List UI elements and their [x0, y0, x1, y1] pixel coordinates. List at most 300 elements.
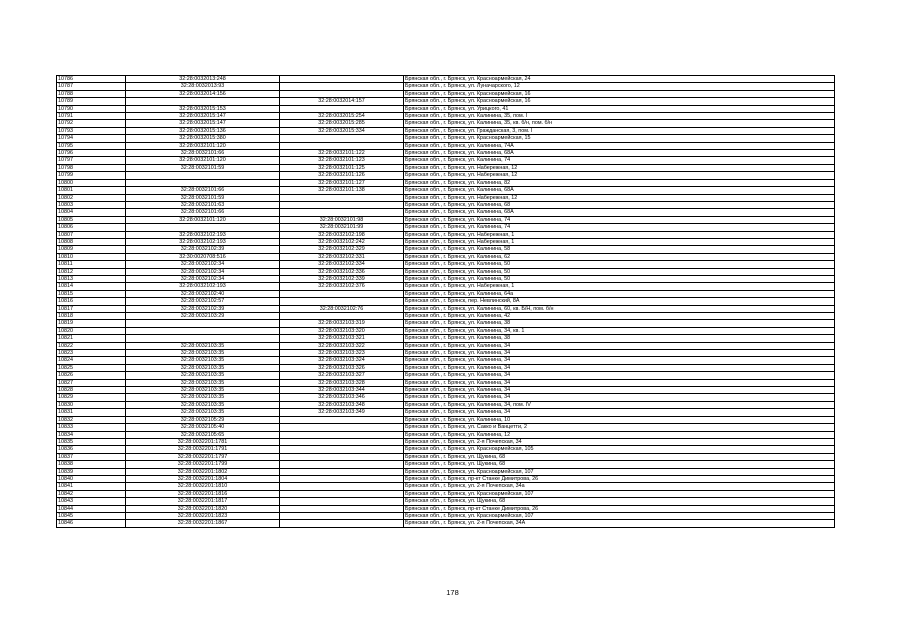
row-number-cell: 10839 [57, 468, 126, 475]
table-row [57, 238, 835, 245]
cadastral-number-cell [126, 179, 280, 186]
cadastral-number-2-cell: 32:28:0032103:319 [280, 320, 404, 327]
address-cell: Брянская обл., г. Брянск, ул. 2-я Почепская, 34а [404, 483, 835, 490]
address-cell: Брянская обл., г. Брянск, ул. Калинина, 74 [404, 224, 835, 231]
cadastral-number-cell: 32:28:0032101:59 [126, 194, 280, 201]
cadastral-number-2-cell: 32:28:0032103:348 [280, 401, 404, 408]
table-row [57, 246, 835, 253]
cadastral-number-cell: 32:28:0032105:40 [126, 424, 280, 431]
row-number-cell: 10809 [57, 246, 126, 253]
table-row [57, 261, 835, 268]
cadastral-number-cell: 32:28:0032201:1781 [126, 438, 280, 445]
cadastral-number-2-cell [280, 461, 404, 468]
address-cell: Брянская обл., г. Брянск, ул. Калинина, 38 [404, 335, 835, 342]
cadastral-number-cell: 32:28:0032102:39 [126, 305, 280, 312]
table-row [57, 372, 835, 379]
cadastral-number-2-cell: 32:28:0032102:339 [280, 275, 404, 282]
table-row [57, 83, 835, 90]
table-row [57, 483, 835, 490]
cadastral-number-2-cell [280, 194, 404, 201]
row-number-cell: 10822 [57, 342, 126, 349]
table-row [57, 76, 835, 83]
address-cell: Брянская обл., г. Брянск, ул. Калинина, 38 [404, 320, 835, 327]
cadastral-number-2-cell: 32:28:0032101:125 [280, 164, 404, 171]
row-number-cell: 10823 [57, 350, 126, 357]
address-cell: Брянская обл., г. Брянск, ул. Калинина, 10 [404, 416, 835, 423]
cadastral-number-2-cell [280, 105, 404, 112]
address-cell: Брянская обл., г. Брянск, ул. Красноармейская, 16 [404, 90, 835, 97]
row-number-cell: 10840 [57, 475, 126, 482]
address-cell: Брянская обл., г. Брянск, ул. Калинина, 68А [404, 187, 835, 194]
cadastral-number-2-cell [280, 290, 404, 297]
table-row [57, 490, 835, 497]
address-cell: Брянская обл., г. Брянск, ул. Красноармейская, 15 [404, 135, 835, 142]
table-row [57, 357, 835, 364]
address-cell: Брянская обл., г. Брянск, ул. Калинина, 68 [404, 201, 835, 208]
cadastral-number-2-cell: 32:28:0032015:285 [280, 120, 404, 127]
row-number-cell: 10827 [57, 379, 126, 386]
row-number-cell: 10843 [57, 498, 126, 505]
row-number-cell: 10788 [57, 90, 126, 97]
cadastral-number-2-cell [280, 512, 404, 519]
row-number-cell: 10800 [57, 179, 126, 186]
row-number-cell: 10813 [57, 275, 126, 282]
cadastral-number-2-cell: 32:28:0032101:123 [280, 157, 404, 164]
cadastral-number-2-cell [280, 520, 404, 527]
cadastral-number-cell: 32:28:0032103:35 [126, 350, 280, 357]
cadastral-number-2-cell [280, 424, 404, 431]
cadastral-number-cell: 32:28:0032201:1799 [126, 461, 280, 468]
cadastral-number-cell: 32:28:0032101:66 [126, 187, 280, 194]
address-cell: Брянская обл., г. Брянск, ул. Калинина, 34 [404, 409, 835, 416]
table-row [57, 401, 835, 408]
row-number-cell: 10791 [57, 113, 126, 120]
row-number-cell: 10825 [57, 364, 126, 371]
cadastral-number-cell: 32:28:0032201:1816 [126, 490, 280, 497]
table-row [57, 135, 835, 142]
table-row [57, 364, 835, 371]
cadastral-number-2-cell: 32:28:0032103:323 [280, 350, 404, 357]
cadastral-number-cell: 32:28:0032102:57 [126, 298, 280, 305]
table-row [57, 150, 835, 157]
table-row [57, 387, 835, 394]
cadastral-number-2-cell: 32:28:0032103:324 [280, 357, 404, 364]
address-cell: Брянская обл., г. Брянск, ул. Калинина, 34 [404, 379, 835, 386]
cadastral-number-2-cell: 32:28:0032103:326 [280, 364, 404, 371]
address-cell: Брянская обл., г. Брянск, ул. Калинина, 58 [404, 246, 835, 253]
row-number-cell: 10805 [57, 216, 126, 223]
row-number-cell: 10818 [57, 313, 126, 320]
row-number-cell: 10816 [57, 298, 126, 305]
table-row [57, 179, 835, 186]
table-row [57, 231, 835, 238]
cadastral-number-2-cell: 32:28:0032102:76 [280, 305, 404, 312]
table-row [57, 475, 835, 482]
table-row [57, 268, 835, 275]
row-number-cell: 10807 [57, 231, 126, 238]
row-number-cell: 10811 [57, 261, 126, 268]
table-row [57, 298, 835, 305]
cadastral-number-2-cell [280, 142, 404, 149]
address-cell: Брянская обл., г. Брянск, ул. Щукина, 68 [404, 453, 835, 460]
table-row [57, 350, 835, 357]
cadastral-number-2-cell: 32:28:0032103:321 [280, 335, 404, 342]
cadastral-number-2-cell: 32:28:0032015:254 [280, 113, 404, 120]
address-cell: Брянская обл., г. Брянск, пр-кт Станке Димитрова, 26 [404, 505, 835, 512]
cadastral-number-2-cell: 32:28:0032102:242 [280, 238, 404, 245]
row-number-cell: 10812 [57, 268, 126, 275]
cadastral-number-2-cell: 32:28:0032101:126 [280, 172, 404, 179]
row-number-cell: 10787 [57, 83, 126, 90]
cadastral-number-2-cell: 32:28:0032103:322 [280, 342, 404, 349]
cadastral-number-2-cell [280, 135, 404, 142]
row-number-cell: 10834 [57, 431, 126, 438]
cadastral-number-cell: 32:28:0032102:34 [126, 268, 280, 275]
row-number-cell: 10845 [57, 512, 126, 519]
row-number-cell: 10820 [57, 327, 126, 334]
address-cell: Брянская обл., г. Брянск, ул. Калинина, 34 [404, 394, 835, 401]
address-cell: Брянская обл., г. Брянск, ул. Калинина, 50 [404, 275, 835, 282]
address-cell: Брянская обл., г. Брянск, ул. Калинина, 74А [404, 142, 835, 149]
cadastral-number-2-cell: 32:28:0032103:328 [280, 379, 404, 386]
table-row [57, 224, 835, 231]
address-cell: Брянская обл., г. Брянск, ул. Красноармейская, 107 [404, 468, 835, 475]
row-number-cell: 10837 [57, 453, 126, 460]
row-number-cell: 10789 [57, 98, 126, 105]
row-number-cell: 10810 [57, 253, 126, 260]
cadastral-number-cell: 32:28:0032101:66 [126, 209, 280, 216]
cadastral-number-2-cell [280, 505, 404, 512]
cadastral-number-2-cell [280, 298, 404, 305]
address-cell: Брянская обл., г. Брянск, ул. 2-я Почепская, 34А [404, 520, 835, 527]
address-cell: Брянская обл., г. Брянск, ул. 2-я Почепская, 34 [404, 438, 835, 445]
cadastral-number-2-cell [280, 431, 404, 438]
cadastral-number-cell: 32:28:0032015:147 [126, 113, 280, 120]
cadastral-number-cell: 32:28:0032201:1867 [126, 520, 280, 527]
row-number-cell: 10831 [57, 409, 126, 416]
cadastral-number-2-cell: 32:28:0032014:157 [280, 98, 404, 105]
address-cell: Брянская обл., г. Брянск, ул. Калинина, 68А [404, 150, 835, 157]
address-cell: Брянская обл., г. Брянск, ул. Набережная, 1 [404, 231, 835, 238]
cadastral-number-2-cell: 32:28:0032103:346 [280, 394, 404, 401]
cadastral-number-cell [126, 327, 280, 334]
table-row [57, 305, 835, 312]
cadastral-number-cell [126, 172, 280, 179]
table-row [57, 394, 835, 401]
row-number-cell: 10830 [57, 401, 126, 408]
cadastral-number-cell: 32:28:0032105:29 [126, 416, 280, 423]
address-cell: Брянская обл., г. Брянск, ул. Калинина, 34 [404, 387, 835, 394]
table-row [57, 113, 835, 120]
row-number-cell: 10798 [57, 164, 126, 171]
table-row [57, 253, 835, 260]
cadastral-number-cell: 32:28:0032201:1820 [126, 505, 280, 512]
table-row [57, 431, 835, 438]
cadastral-number-cell [126, 98, 280, 105]
cadastral-number-2-cell: 32:28:0032103:349 [280, 409, 404, 416]
address-cell: Брянская обл., г. Брянск, ул. Набережная, 1 [404, 283, 835, 290]
cadastral-number-2-cell [280, 490, 404, 497]
cadastral-number-2-cell [280, 438, 404, 445]
cadastral-number-2-cell: 32:28:0032101:98 [280, 216, 404, 223]
table-row [57, 342, 835, 349]
table-row [57, 157, 835, 164]
cadastral-number-2-cell [280, 453, 404, 460]
table-row [57, 461, 835, 468]
row-number-cell: 10838 [57, 461, 126, 468]
cadastral-number-2-cell [280, 90, 404, 97]
cadastral-number-2-cell: 32:28:0032101:138 [280, 187, 404, 194]
address-cell: Брянская обл., г. Брянск, ул. Красноармейская, 105 [404, 446, 835, 453]
row-number-cell: 10824 [57, 357, 126, 364]
row-number-cell: 10803 [57, 201, 126, 208]
cadastral-number-cell: 32:28:0032103:35 [126, 387, 280, 394]
address-cell: Брянская обл., г. Брянск, ул. Луначарского, 12 [404, 83, 835, 90]
cadastral-number-cell: 32:28:0032102:34 [126, 275, 280, 282]
address-cell: Брянская обл., г. Брянск, ул. Щукина, 68 [404, 461, 835, 468]
cadastral-number-cell: 32:28:0032015:153 [126, 105, 280, 112]
address-cell: Брянская обл., г. Брянск, ул. Красноармейская, 107 [404, 490, 835, 497]
table-row [57, 498, 835, 505]
row-number-cell: 10846 [57, 520, 126, 527]
cadastral-number-2-cell [280, 446, 404, 453]
table-row [57, 379, 835, 386]
address-cell: Брянская обл., г. Брянск, ул. Калинина, 34 [404, 364, 835, 371]
cadastral-number-2-cell: 32:28:0032102:198 [280, 231, 404, 238]
cadastral-number-2-cell [280, 313, 404, 320]
address-cell: Брянская обл., г. Брянск, ул. Калинина, 64а [404, 290, 835, 297]
cadastral-number-cell: 32:28:0032201:1817 [126, 498, 280, 505]
table-row [57, 453, 835, 460]
cadastral-number-2-cell [280, 416, 404, 423]
cadastral-number-cell: 32:28:0032102:40 [126, 290, 280, 297]
cadastral-number-cell [126, 320, 280, 327]
cadastral-number-2-cell: 32:28:0032101:122 [280, 150, 404, 157]
table-row [57, 512, 835, 519]
address-cell: Брянская обл., г. Брянск, ул. Калинина, 42 [404, 313, 835, 320]
address-cell: Брянская обл., г. Брянск, пер. Невлинский, 8А [404, 298, 835, 305]
address-cell: Брянская обл., г. Брянск, ул. Калинина, 35, пом. I [404, 113, 835, 120]
row-number-cell: 10821 [57, 335, 126, 342]
address-cell: Брянская обл., г. Брянск, ул. Калинина, 50 [404, 261, 835, 268]
table-row [57, 187, 835, 194]
cadastral-number-2-cell: 32:28:0032101:127 [280, 179, 404, 186]
address-cell: Брянская обл., г. Брянск, ул. Красноармейская, 107 [404, 512, 835, 519]
cadastral-number-2-cell: 32:28:0032103:327 [280, 372, 404, 379]
row-number-cell: 10790 [57, 105, 126, 112]
table-row [57, 127, 835, 134]
table-row [57, 98, 835, 105]
row-number-cell: 10796 [57, 150, 126, 157]
cadastral-number-cell: 32:28:0032015:147 [126, 120, 280, 127]
table-row [57, 446, 835, 453]
address-cell: Брянская обл., г. Брянск, ул. Калинина, 62 [404, 253, 835, 260]
row-number-cell: 10817 [57, 305, 126, 312]
cadastral-number-cell: 32:28:0032201:1804 [126, 475, 280, 482]
table-row [57, 209, 835, 216]
address-cell: Брянская обл., г. Брянск, ул. Набережная, 12 [404, 172, 835, 179]
row-number-cell: 10841 [57, 483, 126, 490]
table-row [57, 416, 835, 423]
row-number-cell: 10833 [57, 424, 126, 431]
cadastral-number-cell: 32:28:0032013:248 [126, 76, 280, 83]
cadastral-number-cell: 32:28:0032015:380 [126, 135, 280, 142]
cadastral-number-2-cell [280, 83, 404, 90]
row-number-cell: 10828 [57, 387, 126, 394]
cadastral-number-cell: 32:28:0032102:193 [126, 238, 280, 245]
cadastral-number-cell: 32:28:0032101:120 [126, 157, 280, 164]
cadastral-number-2-cell: 32:28:0032102:331 [280, 253, 404, 260]
address-cell: Брянская обл., г. Брянск, ул. Калинина, 34, кв. 1 [404, 327, 835, 334]
row-number-cell: 10819 [57, 320, 126, 327]
address-cell: Брянская обл., г. Брянск, ул. Красноармейская, 24 [404, 76, 835, 83]
row-number-cell: 10844 [57, 505, 126, 512]
cadastral-register-table [56, 75, 835, 528]
cadastral-number-2-cell: 32:28:0032103:320 [280, 327, 404, 334]
cadastral-number-cell: 32:28:0032102:193 [126, 283, 280, 290]
cadastral-number-cell: 32:28:0032102:34 [126, 261, 280, 268]
cadastral-number-cell: 32:28:0032103:35 [126, 364, 280, 371]
cadastral-number-cell: 32:28:0032103:35 [126, 409, 280, 416]
page-number: 178 [446, 588, 459, 597]
cadastral-number-cell: 32:28:0032103:35 [126, 379, 280, 386]
address-cell: Брянская обл., г. Брянск, ул. Щукина, 68 [404, 498, 835, 505]
cadastral-number-2-cell: 32:28:0032102:376 [280, 283, 404, 290]
row-number-cell: 10799 [57, 172, 126, 179]
address-cell: Брянская обл., г. Брянск, ул. Калинина, 34 [404, 350, 835, 357]
register-table-body [57, 76, 835, 528]
table-row [57, 505, 835, 512]
table-row [57, 335, 835, 342]
table-row [57, 120, 835, 127]
cadastral-number-2-cell: 32:28:0032102:334 [280, 261, 404, 268]
cadastral-number-cell: 32:30:0020708:516 [126, 253, 280, 260]
cadastral-number-cell: 32:28:0032101:120 [126, 216, 280, 223]
address-cell: Брянская обл., г. Брянск, ул. Калинина, 34, пом. IV [404, 401, 835, 408]
table-row [57, 142, 835, 149]
table-row [57, 275, 835, 282]
table-row [57, 194, 835, 201]
table-row [57, 90, 835, 97]
cadastral-number-2-cell: 32:28:0032102:336 [280, 268, 404, 275]
row-number-cell: 10792 [57, 120, 126, 127]
row-number-cell: 10795 [57, 142, 126, 149]
cadastral-number-2-cell [280, 475, 404, 482]
address-cell: Брянская обл., г. Брянск, ул. Гражданская, 3, пом. I [404, 127, 835, 134]
address-cell: Брянская обл., г. Брянск, ул. Набережная, 12 [404, 164, 835, 171]
row-number-cell: 10801 [57, 187, 126, 194]
cadastral-number-cell: 32:28:0032101:66 [126, 150, 280, 157]
cadastral-number-cell: 32:28:0032101:59 [126, 164, 280, 171]
cadastral-number-cell: 32:28:0032201:1797 [126, 453, 280, 460]
table-row [57, 201, 835, 208]
row-number-cell: 10786 [57, 76, 126, 83]
table-row [57, 320, 835, 327]
row-number-cell: 10836 [57, 446, 126, 453]
cadastral-number-2-cell [280, 498, 404, 505]
cadastral-number-cell: 32:28:0032103:35 [126, 357, 280, 364]
cadastral-number-2-cell: 32:28:0032102:329 [280, 246, 404, 253]
row-number-cell: 10829 [57, 394, 126, 401]
row-number-cell: 10835 [57, 438, 126, 445]
table-row [57, 290, 835, 297]
address-cell: Брянская обл., г. Брянск, пр-кт Станке Димитрова, 26 [404, 475, 835, 482]
table-row [57, 468, 835, 475]
row-number-cell: 10814 [57, 283, 126, 290]
cadastral-number-2-cell: 32:28:0032103:344 [280, 387, 404, 394]
cadastral-number-cell: 32:28:0032013:93 [126, 83, 280, 90]
row-number-cell: 10806 [57, 224, 126, 231]
cadastral-number-2-cell [280, 483, 404, 490]
cadastral-number-cell: 32:28:0032014:156 [126, 90, 280, 97]
cadastral-number-cell: 32:28:0032201:1802 [126, 468, 280, 475]
row-number-cell: 10842 [57, 490, 126, 497]
address-cell: Брянская обл., г. Брянск, ул. Красноармейская, 16 [404, 98, 835, 105]
address-cell: Брянская обл., г. Брянск, ул. Набережная, 12 [404, 194, 835, 201]
address-cell: Брянская обл., г. Брянск, ул. Калинина, 34 [404, 372, 835, 379]
table-row [57, 313, 835, 320]
table-row [57, 164, 835, 171]
address-cell: Брянская обл., г. Брянск, ул. Калинина, 82 [404, 179, 835, 186]
cadastral-number-2-cell [280, 468, 404, 475]
row-number-cell: 10794 [57, 135, 126, 142]
row-number-cell: 10808 [57, 238, 126, 245]
row-number-cell: 10832 [57, 416, 126, 423]
table-row [57, 216, 835, 223]
cadastral-number-cell: 32:28:0032102:193 [126, 231, 280, 238]
table-row [57, 520, 835, 527]
cadastral-number-cell: 32:28:0032103:35 [126, 394, 280, 401]
table-row [57, 327, 835, 334]
cadastral-number-2-cell: 32:28:0032101:99 [280, 224, 404, 231]
cadastral-number-cell [126, 224, 280, 231]
row-number-cell: 10815 [57, 290, 126, 297]
cadastral-number-cell: 32:28:0032105:65 [126, 431, 280, 438]
cadastral-number-2-cell [280, 209, 404, 216]
address-cell: Брянская обл., г. Брянск, ул. Калинина, 68А [404, 209, 835, 216]
row-number-cell: 10804 [57, 209, 126, 216]
cadastral-number-2-cell [280, 201, 404, 208]
table-row [57, 172, 835, 179]
table-row [57, 424, 835, 431]
row-number-cell: 10802 [57, 194, 126, 201]
table-row [57, 105, 835, 112]
address-cell: Брянская обл., г. Брянск, ул. Калинина, 60, кв. Б/Н, пом. б/н [404, 305, 835, 312]
table-row [57, 283, 835, 290]
address-cell: Брянская обл., г. Брянск, ул. Калинина, 12 [404, 431, 835, 438]
cadastral-number-cell: 32:28:0032102:39 [126, 246, 280, 253]
address-cell: Брянская обл., г. Брянск, ул. Калинина, 34 [404, 357, 835, 364]
address-cell: Брянская обл., г. Брянск, ул. Урицкого, 41 [404, 105, 835, 112]
cadastral-number-cell: 32:28:0032201:1810 [126, 483, 280, 490]
cadastral-number-2-cell: 32:28:0032015:334 [280, 127, 404, 134]
address-cell: Брянская обл., г. Брянск, ул. Калинина, 74 [404, 216, 835, 223]
cadastral-number-cell: 32:28:0032103:35 [126, 401, 280, 408]
table-row [57, 409, 835, 416]
address-cell: Брянская обл., г. Брянск, ул. Калинина, 35, кв. б/н, пом. б/н [404, 120, 835, 127]
cadastral-number-cell: 32:28:0032103:35 [126, 372, 280, 379]
cadastral-number-cell: 32:28:0032103:29 [126, 313, 280, 320]
cadastral-number-cell: 32:28:0032101:63 [126, 201, 280, 208]
cadastral-number-cell: 32:28:0032201:1791 [126, 446, 280, 453]
address-cell: Брянская обл., г. Брянск, ул. Набережная, 1 [404, 238, 835, 245]
cadastral-number-cell [126, 335, 280, 342]
cadastral-number-cell: 32:28:0032015:136 [126, 127, 280, 134]
table-row [57, 438, 835, 445]
row-number-cell: 10797 [57, 157, 126, 164]
address-cell: Брянская обл., г. Брянск, ул. Сакко и Ванцетти, 2 [404, 424, 835, 431]
address-cell: Брянская обл., г. Брянск, ул. Калинина, 34 [404, 342, 835, 349]
